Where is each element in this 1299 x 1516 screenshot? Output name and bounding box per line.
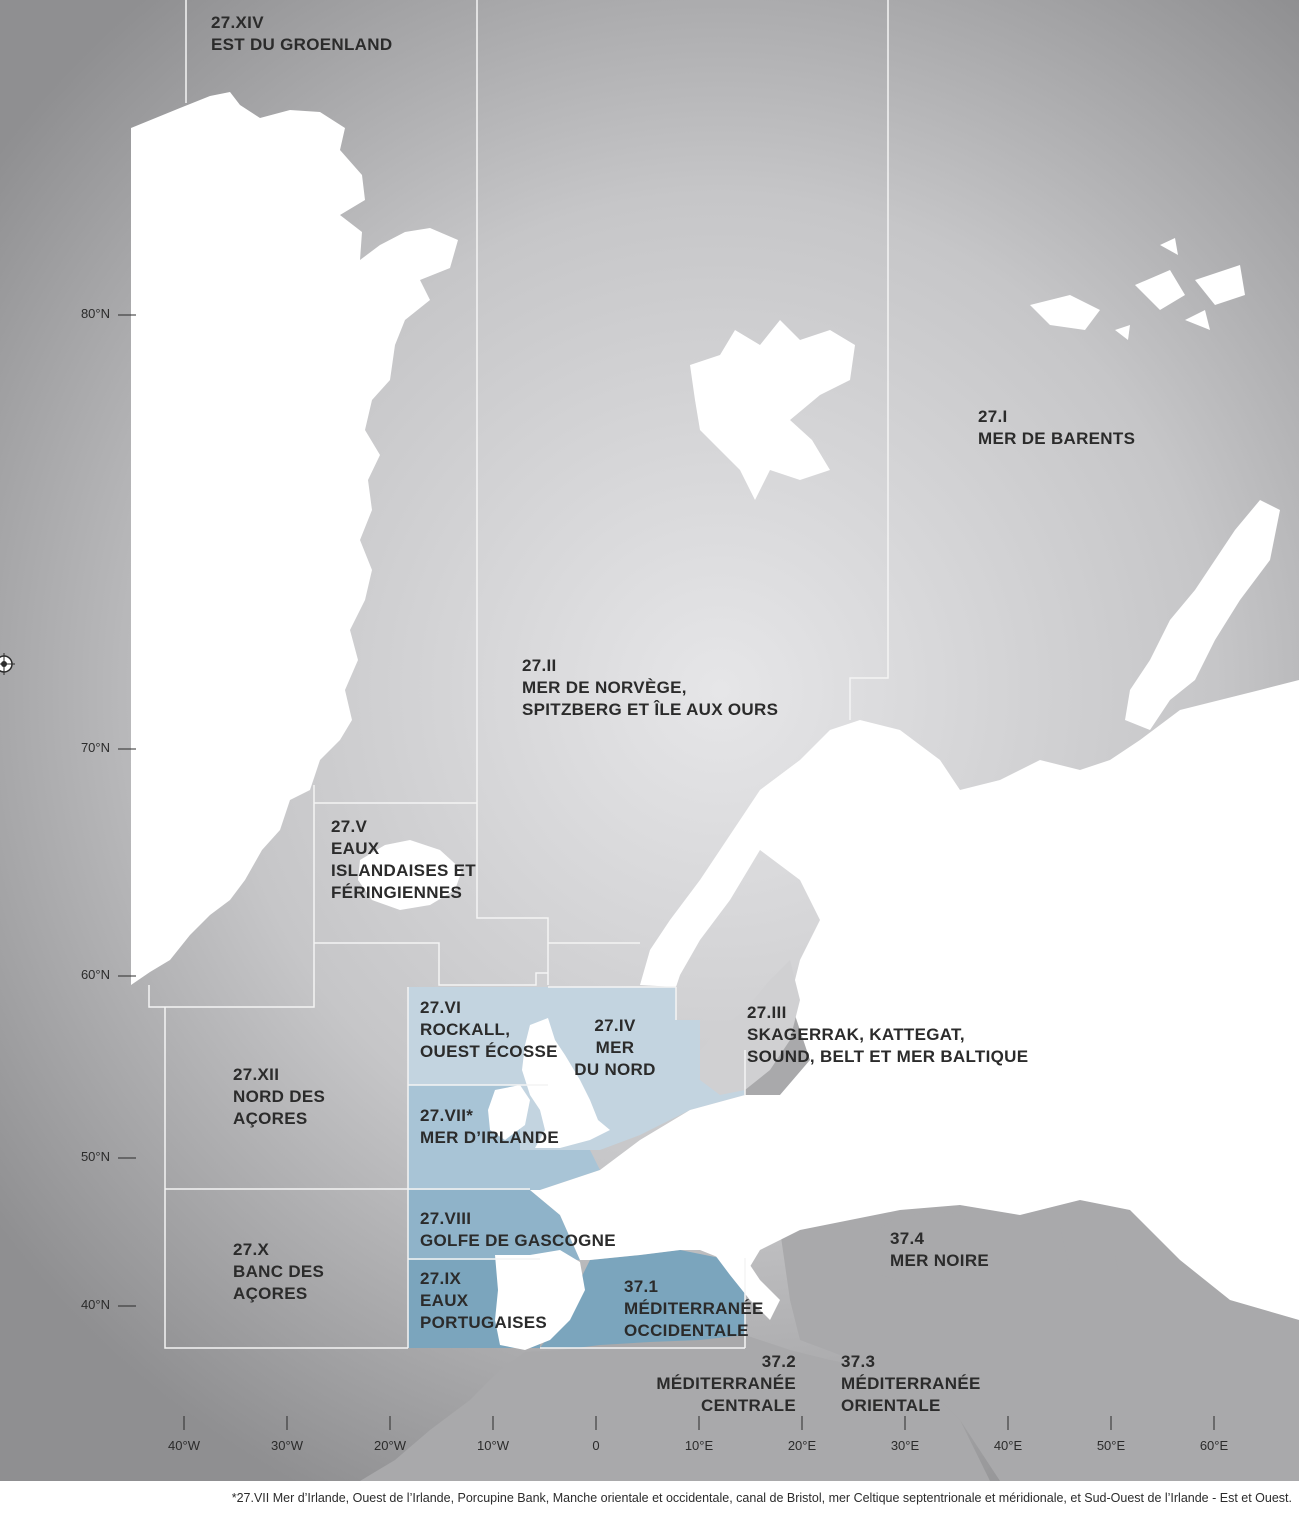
zone-code: 27.XIV bbox=[211, 13, 264, 32]
zone-label-27-II bbox=[522, 655, 778, 721]
zone-name: MER bbox=[595, 1038, 635, 1057]
zone-code: 27.IX bbox=[420, 1269, 462, 1288]
zone-name-line2: ORIENTALE bbox=[841, 1396, 941, 1415]
zone-code: 37.3 bbox=[841, 1352, 876, 1371]
zone-name-line2: CENTRALE bbox=[701, 1396, 796, 1415]
longitude-label: 40°E bbox=[993, 1438, 1023, 1453]
zone-name: EST DU GROENLAND bbox=[211, 35, 393, 54]
zone-name: ROCKALL, bbox=[420, 1020, 511, 1039]
latitude-label: 50°N bbox=[80, 1149, 110, 1164]
zone-code: 27.IV bbox=[594, 1016, 636, 1035]
zone-name-line2: OCCIDENTALE bbox=[624, 1321, 749, 1340]
longitude-label: 10°W bbox=[477, 1438, 509, 1453]
zone-code: 27.III bbox=[747, 1003, 787, 1022]
zone-name: MER DE BARENTS bbox=[978, 429, 1136, 448]
zone-name: SKAGERRAK, KATTEGAT, bbox=[747, 1025, 965, 1044]
zone-name-line2: PORTUGAISES bbox=[420, 1313, 548, 1332]
zone-name: GOLFE DE GASCOGNE bbox=[420, 1231, 616, 1250]
zone-name-line2: AÇORES bbox=[233, 1109, 308, 1128]
zone-name-line2: SPITZBERG ET ÎLE AUX OURS bbox=[522, 700, 779, 719]
zone-label-27-IV bbox=[572, 1015, 658, 1081]
zone-code: 37.4 bbox=[890, 1229, 925, 1248]
longitude-label: 0 bbox=[592, 1438, 600, 1453]
longitude-label: 30°E bbox=[890, 1438, 920, 1453]
latitude-label: 60°N bbox=[80, 967, 110, 982]
zone-name: MÉDITERRANÉE bbox=[656, 1374, 796, 1393]
zone-label-37-1 bbox=[624, 1276, 764, 1342]
latitude-label: 80°N bbox=[80, 306, 110, 321]
longitude-label: 30°W bbox=[271, 1438, 303, 1453]
latitude-label: 70°N bbox=[80, 740, 110, 755]
zone-label-37-2 bbox=[656, 1351, 796, 1417]
zone-name-line2: OUEST ÉCOSSE bbox=[420, 1042, 558, 1061]
zone-code: 27.I bbox=[978, 407, 1008, 426]
latitude-label: 40°N bbox=[80, 1297, 110, 1312]
longitude-label: 40°W bbox=[168, 1438, 200, 1453]
longitude-label: 60°E bbox=[1199, 1438, 1229, 1453]
zone-label-27-VI bbox=[420, 997, 558, 1063]
zone-code: 27.X bbox=[233, 1240, 270, 1259]
zone-name-line2: ISLANDAISES ET bbox=[331, 861, 476, 880]
zone-name: EAUX bbox=[331, 839, 380, 858]
zone-label-27-I bbox=[978, 406, 1135, 450]
longitude-label: 20°E bbox=[787, 1438, 817, 1453]
zone-code: 27.XII bbox=[233, 1065, 280, 1084]
zone-name-line3: FÉRINGIENNES bbox=[331, 883, 463, 902]
longitude-label: 10°E bbox=[684, 1438, 714, 1453]
zone-name: MÉDITERRANÉE bbox=[624, 1299, 764, 1318]
zone-label-37-4 bbox=[890, 1228, 989, 1272]
zone-label-27-IX bbox=[420, 1268, 547, 1334]
zone-label-27-XIV bbox=[211, 12, 392, 56]
zone-code: 27.VIII bbox=[420, 1209, 472, 1228]
zone-label-27-V bbox=[331, 816, 476, 904]
zone-label-27-III bbox=[747, 1002, 1028, 1068]
zone-name: BANC DES bbox=[233, 1262, 325, 1281]
zone-label-27-VII bbox=[420, 1105, 559, 1149]
zone-name: MER D’IRLANDE bbox=[420, 1128, 559, 1147]
zone-label-27-X bbox=[233, 1239, 324, 1305]
zone-name: MÉDITERRANÉE bbox=[841, 1374, 981, 1393]
zone-label-27-VIII bbox=[420, 1208, 616, 1252]
zone-code: 27.VII* bbox=[420, 1106, 474, 1125]
zone-label-37-3 bbox=[841, 1351, 981, 1417]
longitude-label: 50°E bbox=[1096, 1438, 1126, 1453]
zone-code: 27.VI bbox=[420, 998, 462, 1017]
zone-code: 37.1 bbox=[624, 1277, 659, 1296]
zone-label-27-XII bbox=[233, 1064, 325, 1130]
zone-name-line2: AÇORES bbox=[233, 1284, 308, 1303]
zone-name-line2: DU NORD bbox=[574, 1060, 656, 1079]
footnote: *27.VII Mer d’Irlande, Ouest de l’Irlande, Porcupine Bank, Manche orientale et occidentale, canal de Bristol, mer Celtique septentrionale et méridionale, et Sud-Ouest de l’Irlande - Est et Ouest. bbox=[231, 1491, 1292, 1505]
longitude-label: 20°W bbox=[374, 1438, 406, 1453]
zone-code: 37.2 bbox=[761, 1352, 796, 1371]
zone-name: MER DE NORVÈGE, bbox=[522, 678, 687, 697]
zone-code: 27.V bbox=[331, 817, 368, 836]
zone-name-line2: SOUND, BELT ET MER BALTIQUE bbox=[747, 1047, 1029, 1066]
zone-code: 27.II bbox=[522, 656, 557, 675]
zone-name: EAUX bbox=[420, 1291, 469, 1310]
zone-name: MER NOIRE bbox=[890, 1251, 990, 1270]
zone-name: NORD DES bbox=[233, 1087, 326, 1106]
